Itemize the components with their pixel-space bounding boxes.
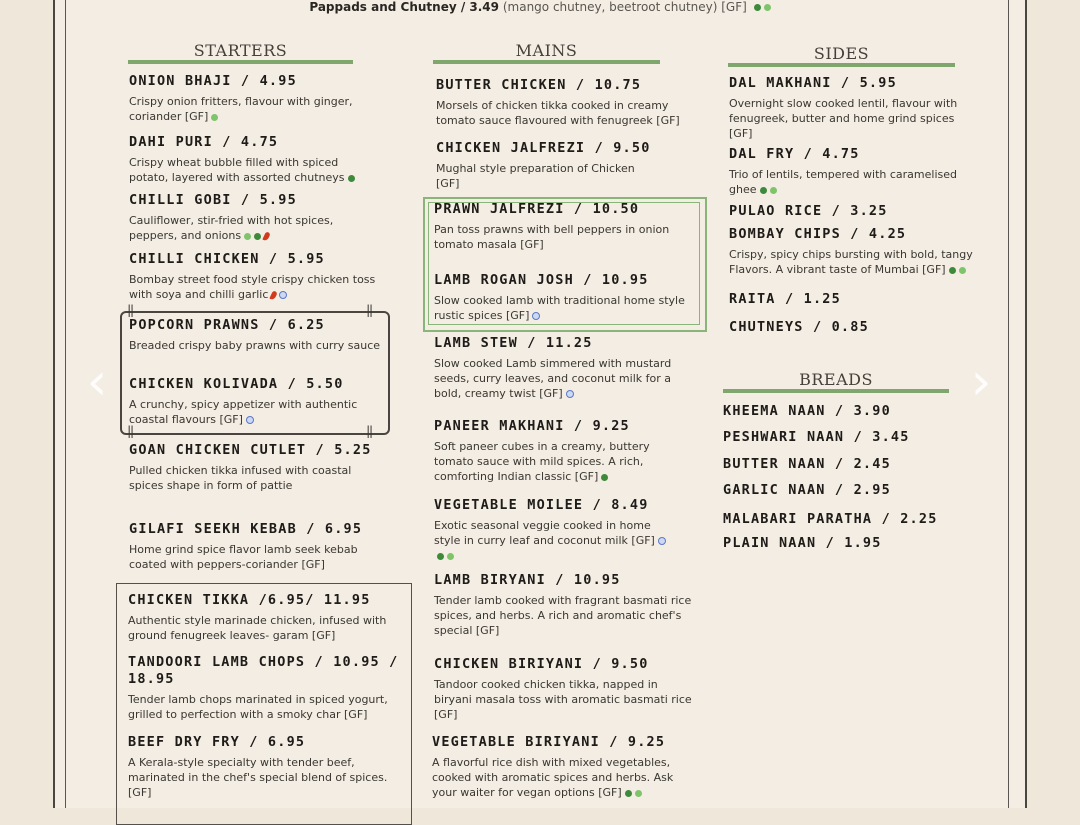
- item-desc: Pan toss prawns with bell peppers in onion tomato masala [GF]: [434, 223, 670, 251]
- item-title: LAMB BIRYANI / 10.95: [434, 572, 621, 588]
- menu-item: [129, 442, 389, 493]
- seafood-icon: [658, 537, 666, 545]
- item-title: GILAFI SEEKH KEBAB / 6.95: [129, 521, 363, 537]
- seafood-icon: [532, 312, 540, 320]
- menu-item: [729, 319, 974, 336]
- item-title: ONION BHAJI / 4.95: [129, 73, 297, 89]
- top-item: [0, 0, 1080, 14]
- item-title: KHEEMA NAAN / 3.90: [723, 403, 891, 419]
- item-title: PULAO RICE / 3.25: [729, 203, 888, 219]
- item-title: PESHWARI NAAN / 3.45: [723, 429, 910, 445]
- item-desc: Authentic style marinade chicken, infused with ground fenugreek leaves- garam [GF]: [128, 614, 387, 642]
- item-desc: Crispy wheat bubble filled with spiced potato, layered with assorted chutneys: [129, 155, 369, 185]
- vegetarian-icon: [244, 233, 251, 240]
- menu-item: [129, 134, 369, 185]
- inner-rule-right: [1008, 0, 1009, 808]
- item-title: PLAIN NAAN / 1.95: [723, 535, 882, 551]
- item-title: DAL FRY / 4.75: [729, 146, 860, 162]
- menu-item: [128, 654, 408, 722]
- menu-item: [128, 734, 388, 800]
- box-tick: ‖: [366, 424, 374, 438]
- menu-item: [434, 418, 674, 484]
- vegan-icon: [601, 474, 608, 481]
- menu-item: [729, 203, 974, 220]
- vegan-icon: [949, 267, 956, 274]
- item-title: DAHI PURI / 4.75: [129, 134, 279, 150]
- item-desc: Overnight slow cooked lentil, flavour with fenugreek, butter and home grind spices [GF]: [729, 97, 958, 140]
- vegetarian-icon: [447, 553, 454, 560]
- item-desc: Mughal style preparation of Chicken [GF]: [436, 162, 635, 190]
- item-title: POPCORN PRAWNS / 6.25: [129, 317, 325, 333]
- menu-item: [729, 226, 994, 277]
- item-desc: A crunchy, spicy appetizer with authentic coastal flavours [GF]: [129, 398, 358, 426]
- vegan-icon: [348, 175, 355, 182]
- menu-item: [434, 272, 692, 323]
- item-title: MALABARI PARATHA / 2.25: [723, 511, 938, 527]
- menu-item: [723, 456, 993, 473]
- item-desc: Exotic seasonal veggie cooked in home style in curry leaf and coconut milk [GF]: [434, 518, 674, 563]
- menu-item: [434, 572, 694, 638]
- item-title: CHILLI GOBI / 5.95: [129, 192, 297, 208]
- menu-item: [434, 335, 684, 401]
- menu-item: [436, 77, 701, 128]
- vegetarian-icon: [770, 187, 777, 194]
- menu-item: [436, 140, 661, 191]
- menu-item: [729, 146, 974, 197]
- vegan-icon: [625, 790, 632, 797]
- item-title: CHICKEN BIRIYANI / 9.50: [434, 656, 649, 672]
- menu-item: [129, 376, 379, 427]
- item-title: VEGETABLE MOILEE / 8.49: [434, 497, 649, 513]
- vegan-icon: [254, 233, 261, 240]
- box-tick: ‖: [127, 424, 135, 438]
- item-desc: Crispy onion fritters, flavour with ginger, coriander [GF]: [129, 95, 353, 123]
- item-desc: Tender lamb cooked with fragrant basmati rice spices, and herbs. A rich and aromatic chef's special [GF]: [434, 594, 692, 637]
- item-desc: Morsels of chicken tikka cooked in creamy tomato sauce flavoured with fenugreek [GF]: [436, 99, 680, 127]
- item-title: DAL MAKHANI / 5.95: [729, 75, 897, 91]
- chili-icon: [262, 231, 270, 241]
- item-desc: Trio of lentils, tempered with caramelised ghee: [729, 168, 957, 196]
- vegetarian-icon: [959, 267, 966, 274]
- seafood-icon: [279, 291, 287, 299]
- item-title: CHILLI CHICKEN / 5.95: [129, 251, 325, 267]
- vegetarian-icon: [764, 4, 771, 11]
- vegan-icon: [437, 553, 444, 560]
- top-item-title: Pappads and Chutney / 3.49: [309, 0, 500, 14]
- vegetarian-icon: [635, 790, 642, 797]
- item-title: CHICKEN KOLIVADA / 5.50: [129, 376, 344, 392]
- item-title: RAITA / 1.25: [729, 291, 841, 307]
- item-title: BUTTER CHICKEN / 10.75: [436, 77, 642, 93]
- item-desc: Crispy, spicy chips bursting with bold, tangy Flavors. A vibrant taste of Mumbai [GF]: [729, 248, 973, 276]
- item-desc: Tandoor cooked chicken tikka, napped in biryani masala toss with aromatic basmati rice [GF]: [434, 678, 692, 721]
- item-title: CHICKEN JALFREZI / 9.50: [436, 140, 651, 156]
- item-title: LAMB ROGAN JOSH / 10.95: [434, 272, 649, 288]
- menu-item: [723, 482, 993, 499]
- menu-item: [129, 73, 389, 124]
- inner-rule-left: [65, 0, 66, 808]
- menu-item: [434, 201, 692, 252]
- item-desc: Soft paneer cubes in a creamy, buttery tomato sauce with mild spices. A rich, comforting Indian classic [GF]: [434, 440, 650, 483]
- starters-heading: STARTERS: [128, 42, 353, 64]
- sides-heading: SIDES: [728, 45, 955, 67]
- item-desc: Home grind spice flavor lamb seek kebab coated with peppers-coriander [GF]: [129, 543, 358, 571]
- item-title: PANEER MAKHANI / 9.25: [434, 418, 630, 434]
- menu-item: [129, 521, 384, 572]
- item-title: TANDOORI LAMB CHOPS / 10.95 / 18.95: [128, 654, 399, 687]
- item-desc: Slow cooked lamb with traditional home style rustic spices [GF]: [434, 294, 685, 322]
- item-desc: Breaded crispy baby prawns with curry sauce: [129, 339, 381, 352]
- menu-item: [434, 497, 674, 563]
- menu-item: [729, 291, 974, 308]
- chevron-right-icon[interactable]: ›: [970, 352, 992, 412]
- item-title: VEGETABLE BIRIYANI / 9.25: [432, 734, 666, 750]
- box-tick: ‖: [366, 303, 374, 317]
- item-title: BEEF DRY FRY / 6.95: [128, 734, 306, 750]
- seafood-icon: [246, 416, 254, 424]
- menu-item: [434, 656, 694, 722]
- item-title: CHUTNEYS / 0.85: [729, 319, 869, 335]
- chili-icon: [270, 290, 278, 300]
- item-title: PRAWN JALFREZI / 10.50: [434, 201, 640, 217]
- item-desc: Pulled chicken tikka infused with coastal spices shape in form of pattie: [129, 464, 352, 492]
- item-title: LAMB STEW / 11.25: [434, 335, 593, 351]
- top-item-desc: (mango chutney, beetroot chutney) [GF]: [502, 0, 747, 14]
- menu-item: [729, 75, 974, 141]
- item-title: GARLIC NAAN / 2.95: [723, 482, 891, 498]
- menu-item: [723, 403, 993, 420]
- item-title: CHICKEN TIKKA /6.95/ 11.95: [128, 592, 371, 608]
- vegan-icon: [760, 187, 767, 194]
- menu-item: [129, 192, 364, 243]
- mains-heading: MAINS: [433, 42, 660, 64]
- item-desc: Slow cooked Lamb simmered with mustard seeds, curry leaves, and coconut milk for a bold, creamy twist [GF]: [434, 357, 672, 400]
- menu-item: [723, 511, 998, 528]
- menu-item: [129, 251, 379, 302]
- item-title: BUTTER NAAN / 2.45: [723, 456, 891, 472]
- item-desc: Tender lamb chops marinated in spiced yogurt, grilled to perfection with a smoky char [GF]: [128, 693, 388, 721]
- chevron-left-icon[interactable]: ‹: [86, 352, 108, 412]
- item-title: BOMBAY CHIPS / 4.25: [729, 226, 907, 242]
- menu-item: [128, 592, 408, 643]
- item-desc: Cauliflower, stir-fried with hot spices, peppers, and onions: [129, 214, 334, 242]
- menu-item: [723, 429, 993, 446]
- vegetarian-icon: [211, 114, 218, 121]
- breads-heading: BREADS: [723, 371, 949, 393]
- box-tick: ‖: [127, 303, 135, 317]
- menu-item: [723, 535, 993, 552]
- item-desc: A Kerala-style specialty with tender beef, marinated in the chef's special blend of spices. [GF]: [128, 756, 388, 799]
- item-desc: A flavorful rice dish with mixed vegetables, cooked with aromatic spices and herbs. Ask your waiter for vegan options [GF]: [432, 756, 674, 799]
- vegan-icon: [754, 4, 761, 11]
- menu-item: [129, 317, 384, 353]
- item-title: GOAN CHICKEN CUTLET / 5.25: [129, 442, 372, 458]
- item-desc: Bombay street food style crispy chicken toss with soya and chilli garlic: [129, 273, 376, 301]
- menu-item: [432, 734, 697, 800]
- seafood-icon: [566, 390, 574, 398]
